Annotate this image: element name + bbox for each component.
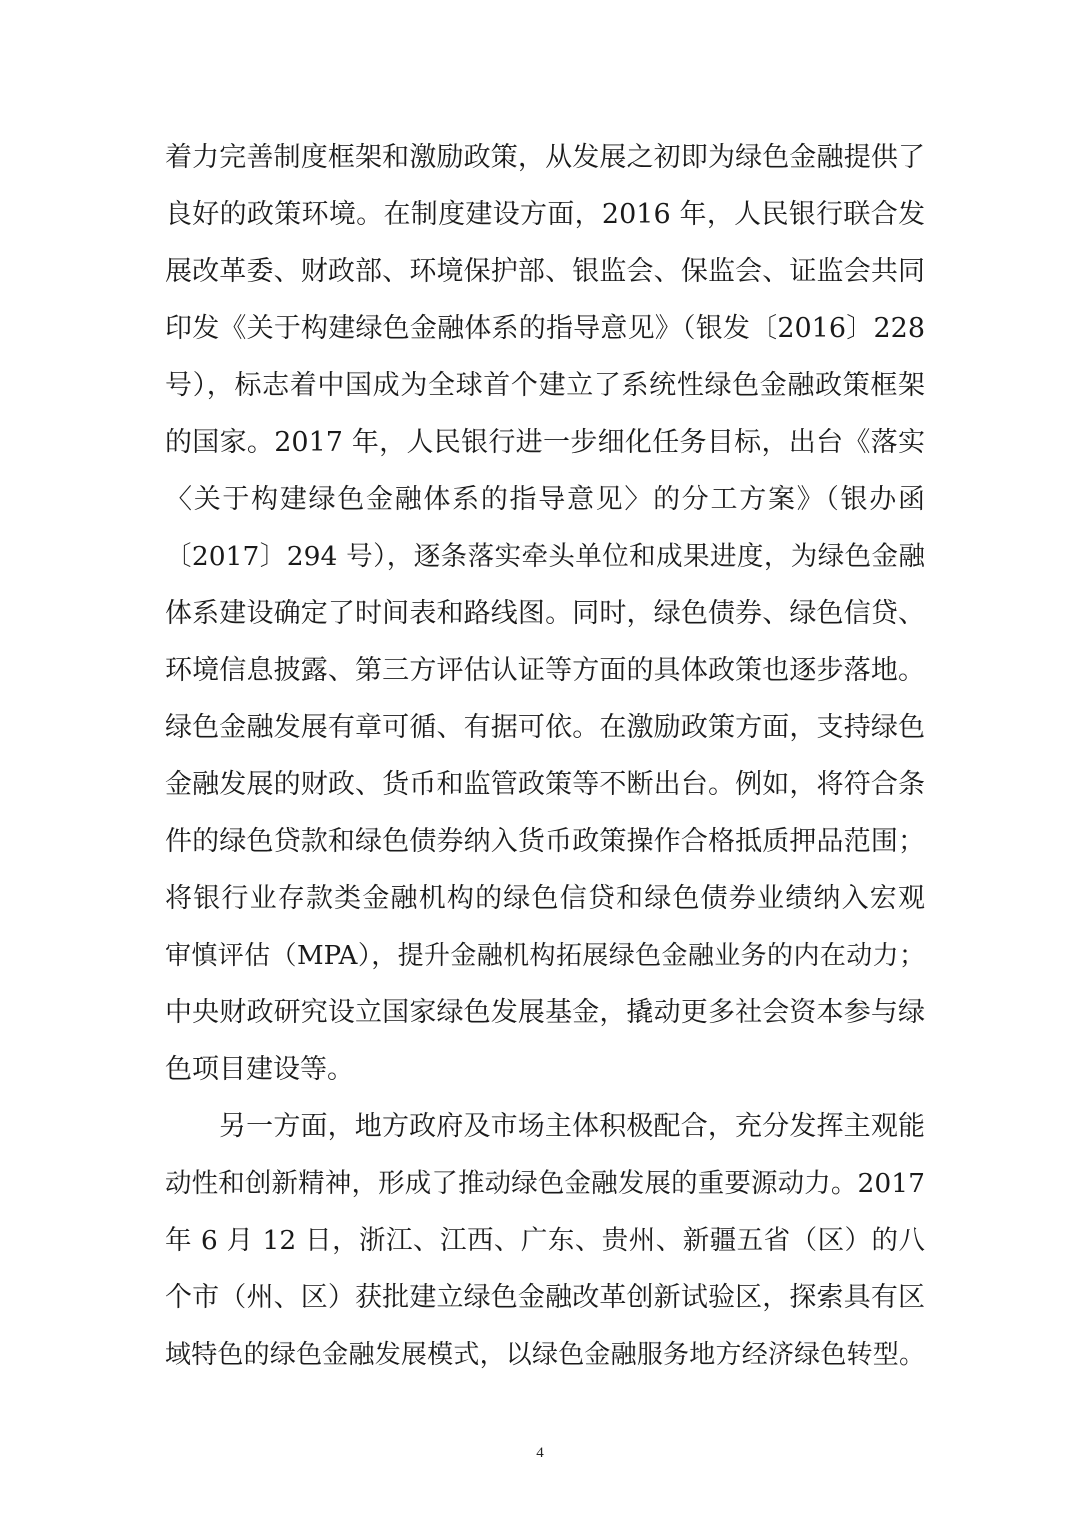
text-line: 展改革委、财政部、环境保护部、银监会、保监会、证监会共同 bbox=[165, 256, 925, 287]
text-line: 着力完善制度框架和激励政策，从发展之初即为绿色金融提供了 bbox=[165, 142, 925, 173]
text-line: 另一方面，地方政府及市场主体积极配合，充分发挥主观能 bbox=[219, 1111, 925, 1142]
text-line: 印发《关于构建绿色金融体系的指导意见》（银发〔2016〕228 bbox=[165, 313, 925, 344]
text-line: 良好的政策环境。在制度建设方面，2016 年，人民银行联合发 bbox=[165, 199, 925, 230]
text-line: 色项目建设等。 bbox=[165, 1054, 354, 1085]
text-line: 〈关于构建绿色金融体系的指导意见〉的分工方案》（银办函 bbox=[165, 484, 925, 515]
text-line: 的国家。2017 年，人民银行进一步细化任务目标，出台《落实 bbox=[165, 427, 925, 458]
text-line: 金融发展的财政、货币和监管政策等不断出台。例如，将符合条 bbox=[165, 769, 925, 800]
text-line: 件的绿色贷款和绿色债券纳入货币政策操作合格抵质押品范围； bbox=[165, 826, 925, 857]
page-number: 4 bbox=[536, 1445, 544, 1461]
text-line: 将银行业存款类金融机构的绿色信贷和绿色债券业绩纳入宏观 bbox=[165, 883, 925, 914]
text-line: 年 6 月 12 日，浙江、江西、广东、贵州、新疆五省（区）的八 bbox=[165, 1225, 925, 1256]
text-line: 域特色的绿色金融发展模式，以绿色金融服务地方经济绿色转型。 bbox=[165, 1340, 925, 1370]
text-line: 〔2017〕294 号），逐条落实牵头单位和成果进度，为绿色金融 bbox=[165, 541, 925, 572]
text-line: 审慎评估（MPA），提升金融机构拓展绿色金融业务的内在动力； bbox=[165, 941, 925, 971]
text-line: 绿色金融发展有章可循、有据可依。在激励政策方面，支持绿色 bbox=[165, 712, 925, 743]
text-line: 动性和创新精神，形成了推动绿色金融发展的重要源动力。2017 bbox=[165, 1168, 925, 1199]
text-line: 体系建设确定了时间表和路线图。同时，绿色债券、绿色信贷、 bbox=[165, 598, 925, 629]
text-line: 环境信息披露、第三方评估认证等方面的具体政策也逐步落地。 bbox=[165, 655, 925, 686]
text-line: 号），标志着中国成为全球首个建立了系统性绿色金融政策框架 bbox=[165, 370, 925, 401]
text-line: 中央财政研究设立国家绿色发展基金，撬动更多社会资本参与绿 bbox=[165, 997, 925, 1028]
text-line: 个市（州、区）获批建立绿色金融改革创新试验区，探索具有区 bbox=[165, 1282, 925, 1313]
